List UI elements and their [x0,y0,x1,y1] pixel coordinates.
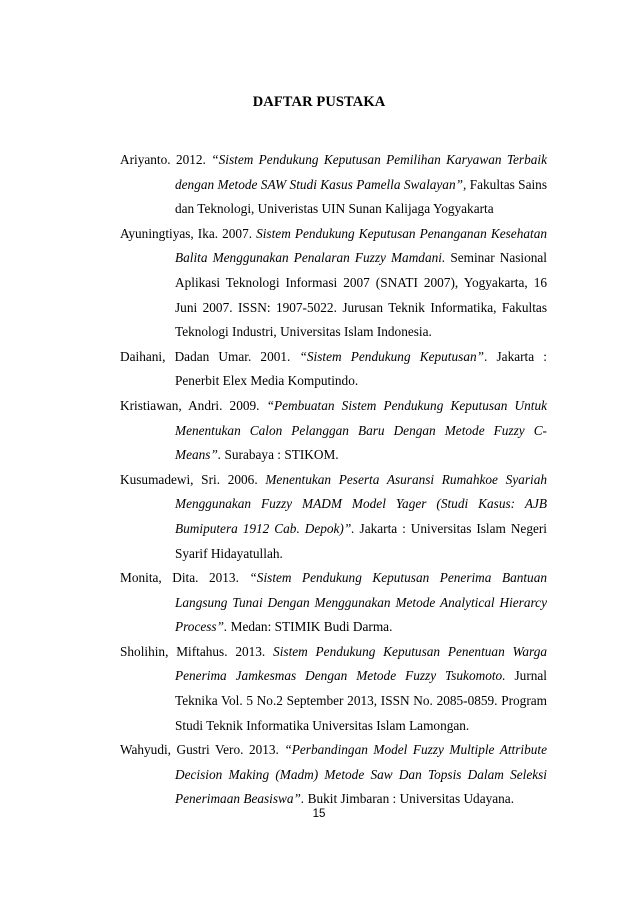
reference-title: “Sistem Pendukung Keputusan Pemilihan Karyawan Terbaik dengan Metode SAW Studi Kasus Pamella Swalayan”, [175,152,547,192]
reference-author-year: Ayuningtiyas, Ika. 2007. [120,225,257,241]
reference-publisher: Surabaya : STIKOM. [221,447,339,463]
reference-publisher: Jakarta : Universitas Islam Negeri Syarif Hidayatullah. [175,520,547,561]
reference-entry [120,222,547,345]
reference-publisher: Jurnal Teknika Vol. 5 No.2 September 2013, ISSN No. 2085-0859. Program Studi Teknik Informatika Universitas Islam Lamongan. [175,668,547,733]
reference-title: Sistem Pendukung Keputusan Penanganan Kesehatan Balita Menggunakan Penalaran Fuzzy Mamdani. [175,225,547,266]
reference-author-year: Daihani, Dadan Umar. 2001. [120,348,300,364]
reference-publisher: Bukit Jimbaran : Universitas Udayana. [304,791,515,807]
reference-entry [120,345,547,394]
reference-author-year: Monita, Dita. 2013. [120,570,250,586]
reference-entry [120,738,547,812]
reference-author-year: Sholihin, Miftahus. 2013. [120,643,274,659]
reference-title: Sistem Pendukung Keputusan Penentuan Warga Penerima Jamkesmas Dengan Metode Fuzzy Tsukomoto. [175,643,547,684]
reference-entry [120,394,547,468]
reference-title: “Perbandingan Model Fuzzy Multiple Attribute Decision Making (Madm) Metode Saw Dan Topsis Dalam Seleksi Penerimaan Beasiswa”. [175,742,547,807]
reference-entry [120,566,547,640]
reference-publisher: Seminar Nasional Aplikasi Teknologi Informasi 2007 (SNATI 2007), Yogyakarta, 16 Juni 2007. ISSN: 1907-5022. Jurusan Teknik Informatika, Fakultas Teknologi Industri, Universitas Islam Indonesia. [175,250,547,340]
reference-author-year: Wahyudi, Gustri Vero. 2013. [120,742,285,758]
reference-entry [120,640,547,738]
reference-author-year: Ariyanto. 2012. [120,152,212,167]
reference-list [120,148,547,812]
reference-entry [120,468,547,566]
reference-publisher: Medan: STIMIK Budi Darma. [227,619,393,635]
page-number: 15 [312,808,326,820]
reference-author-year: Kristiawan, Andri. 2009. [120,397,267,413]
reference-entry [120,148,547,222]
page-title: DAFTAR PUSTAKA [252,94,386,110]
reference-title: “Sistem Pendukung Keputusan” [299,348,485,364]
reference-publisher: . Jakarta : Penerbit Elex Media Komputindo. [175,348,548,389]
reference-author-year: Kusumadewi, Sri. 2006. [120,471,266,487]
reference-publisher: Fakultas Sains dan Teknologi, Univeristas UIN Sunan Kalijaga Yogyakarta [175,176,547,217]
reference-title: “Sistem Pendukung Keputusan Penerima Bantuan Langsung Tunai Dengan Menggunakan Metode Analytical Hierarcy Process”. [175,570,548,635]
reference-title: Menentukan Peserta Asuransi Rumahkoe Syariah Menggunakan Fuzzy MADM Model Yager (Studi Kasus: AJB Bumiputera 1912 Cab. Depok)”. [175,471,547,536]
reference-title: “Pembuatan Sistem Pendukung Keputusan Untuk Menentukan Calon Pelanggan Baru Dengan Metode Fuzzy C-Means”. [175,397,547,463]
